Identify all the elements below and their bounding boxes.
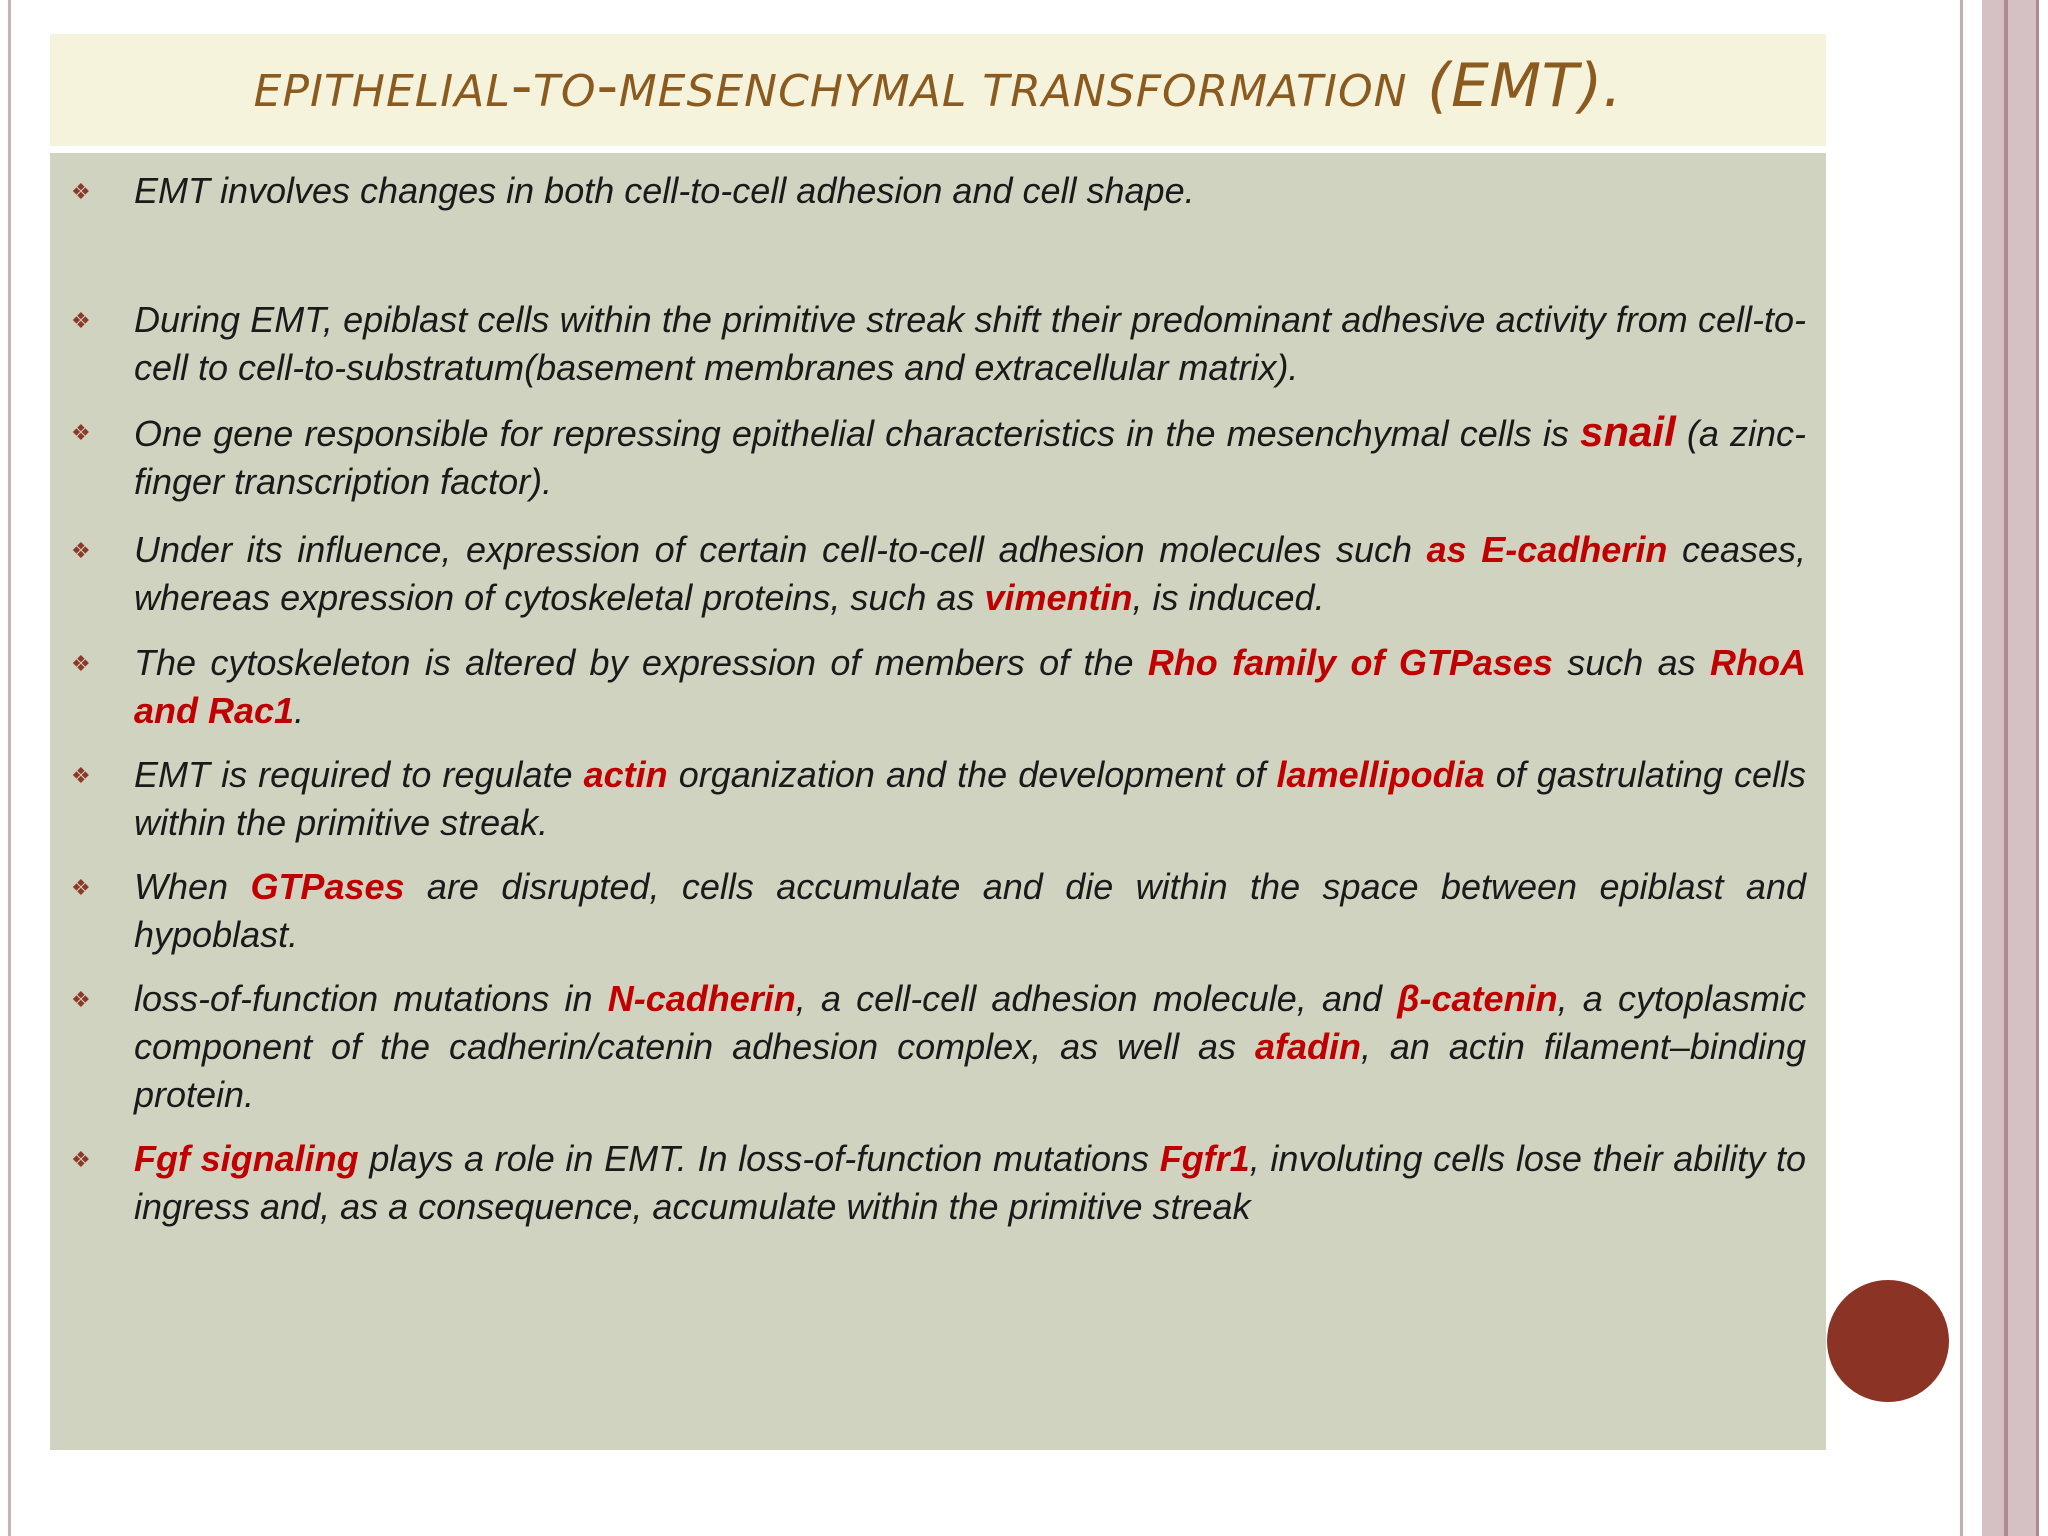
bullet-item	[50, 408, 1826, 506]
bullet-text	[134, 408, 1806, 506]
text-run: ceases, whereas expression of cytoskeletal proteins, such as	[134, 529, 1807, 618]
diamond-bullet-icon: ❖	[71, 420, 91, 445]
diamond-bullet-icon: ❖	[71, 538, 91, 563]
content-area	[50, 153, 1826, 1450]
title-hyphen: -	[596, 51, 619, 121]
bullet-text	[134, 526, 1806, 622]
text-run: During EMT, epiblast cells within the primitive streak shift their predominant adhesive activity from cell-to-cell to cell-to-substratum(basement membranes and extracellular matrix).	[134, 299, 1806, 388]
highlighted-term: as E-cadherin	[1426, 529, 1668, 570]
title-word: TO	[533, 66, 597, 117]
decorative-circle	[1827, 1280, 1949, 1402]
bullet-item	[50, 863, 1826, 959]
left-border-line	[8, 0, 11, 1536]
right-decor-stripe	[2008, 0, 2036, 1536]
highlighted-term: Fgfr1	[1159, 1138, 1250, 1179]
title-word: EPITHELIAL	[253, 66, 511, 117]
text-run: organization and the development of	[667, 754, 1277, 795]
bullet-item	[50, 751, 1826, 847]
diamond-bullet-icon: ❖	[71, 1147, 91, 1172]
title-word: MESENCHYMAL TRANSFORMATION	[618, 66, 1408, 117]
title-abbreviation: (EMT).	[1407, 51, 1623, 121]
bullet-text	[134, 1135, 1806, 1231]
right-decor-stripe	[1960, 0, 1963, 1536]
text-run: , involuting cells lose their ability to ingress and, as a consequence, accumulate within the primitive streak	[134, 1138, 1806, 1227]
right-decor-stripe	[2036, 0, 2039, 1536]
highlighted-term: Rho family of GTPases	[1147, 642, 1553, 683]
highlighted-term: actin	[583, 754, 668, 795]
text-run: The cytoskeleton is altered by expression of members of the	[134, 642, 1148, 683]
bullet-text	[134, 167, 1806, 215]
diamond-bullet-icon: ❖	[71, 308, 91, 333]
text-run: Under its influence, expression of certain cell-to-cell adhesion molecules such	[134, 529, 1427, 570]
diamond-bullet-icon: ❖	[71, 651, 91, 676]
bullet-item	[50, 975, 1826, 1119]
bullet-item	[50, 1135, 1826, 1231]
text-run: plays a role in EMT. In loss-of-function mutations	[358, 1138, 1160, 1179]
text-run: When	[134, 866, 251, 907]
slide-title	[254, 51, 1623, 121]
text-run: .	[294, 690, 305, 731]
highlighted-term: β-catenin	[1397, 978, 1558, 1019]
diamond-bullet-icon: ❖	[71, 987, 91, 1012]
bullet-item	[50, 526, 1826, 622]
text-run: of gastrulating cells within the primitive streak.	[134, 754, 1807, 843]
highlighted-term: Fgf signaling	[134, 1138, 359, 1179]
highlighted-term: lamellipodia	[1276, 754, 1485, 795]
text-run: such as	[1552, 642, 1710, 683]
text-run: , a cell-cell adhesion molecule, and	[795, 978, 1398, 1019]
bullet-text	[134, 639, 1806, 735]
text-run: , an actin filament–binding protein.	[134, 1026, 1806, 1115]
diamond-bullet-icon: ❖	[71, 763, 91, 788]
diamond-bullet-icon: ❖	[71, 179, 91, 204]
highlighted-term: vimentin	[984, 577, 1133, 618]
text-run: , a cytoplasmic component of the cadherin/catenin adhesion complex, as well as	[134, 978, 1806, 1067]
bullet-text	[134, 751, 1806, 847]
text-run: EMT is required to regulate	[134, 754, 584, 795]
highlighted-term: afadin	[1254, 1026, 1361, 1067]
bullet-text	[134, 296, 1806, 392]
bullet-text	[134, 863, 1806, 959]
bullet-item	[50, 296, 1826, 392]
text-run: (a zinc-finger transcription factor).	[134, 413, 1806, 502]
right-decor-stripe	[1982, 0, 2004, 1536]
bullet-item	[50, 167, 1826, 215]
highlighted-term: GTPases	[250, 866, 405, 907]
text-run: , is induced.	[1132, 577, 1325, 618]
text-run: are disrupted, cells accumulate and die within the space between epiblast and hypoblast.	[134, 866, 1806, 955]
highlighted-term: N-cadherin	[607, 978, 796, 1019]
text-run: loss-of-function mutations in	[134, 978, 608, 1019]
title-band	[50, 34, 1826, 146]
text-run: One gene responsible for repressing epithelial characteristics in the mesenchymal cells is	[134, 413, 1581, 454]
text-run: EMT involves changes in both cell-to-cell adhesion and cell shape.	[134, 170, 1195, 211]
bullet-text	[134, 975, 1806, 1119]
highlighted-term: snail	[1580, 408, 1676, 455]
diamond-bullet-icon: ❖	[71, 875, 91, 900]
highlighted-term: RhoA and Rac1	[134, 642, 1806, 731]
bullet-item	[50, 639, 1826, 735]
title-hyphen: -	[510, 51, 534, 121]
